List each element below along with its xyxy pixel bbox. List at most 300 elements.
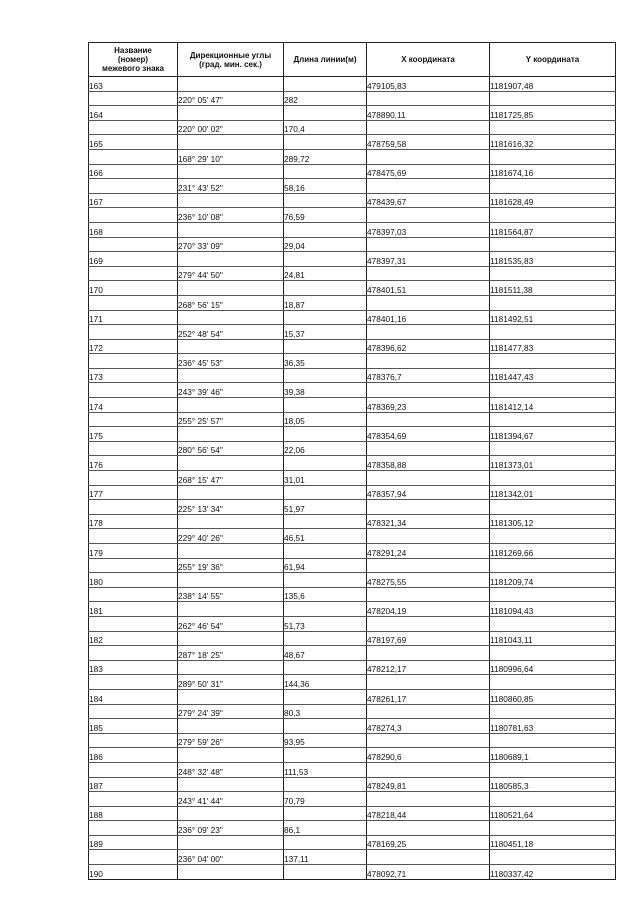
- segment-row: [89, 850, 616, 865]
- point-number: 163: [89, 77, 178, 92]
- line-length: 111,53: [284, 762, 367, 777]
- point-number: 172: [89, 339, 178, 354]
- empty-cell: [284, 835, 367, 850]
- empty-cell: [490, 821, 616, 836]
- segment-row: [89, 412, 616, 427]
- empty-cell: [89, 704, 178, 719]
- segment-row: [89, 179, 616, 194]
- y-coordinate: 1181447,43: [490, 368, 616, 383]
- x-coordinate: 478197,69: [367, 631, 490, 646]
- point-row: [89, 514, 616, 529]
- empty-cell: [178, 631, 284, 646]
- x-coordinate: 478261,17: [367, 689, 490, 704]
- x-coordinate: 478204,19: [367, 602, 490, 617]
- table-body: [89, 77, 616, 880]
- empty-cell: [178, 222, 284, 237]
- y-coordinate: 1181209,74: [490, 573, 616, 588]
- empty-cell: [178, 602, 284, 617]
- y-coordinate: 1181043,11: [490, 631, 616, 646]
- point-number: 168: [89, 222, 178, 237]
- line-length: 18,05: [284, 412, 367, 427]
- direction-angle: 287° 18' 25": [178, 646, 284, 661]
- point-row: [89, 544, 616, 559]
- empty-cell: [284, 135, 367, 150]
- y-coordinate: 1181412,14: [490, 398, 616, 413]
- header-x-coordinate: X координата: [367, 43, 490, 77]
- line-length: 22,06: [284, 441, 367, 456]
- empty-cell: [490, 441, 616, 456]
- empty-cell: [490, 646, 616, 661]
- y-coordinate: 1181725,85: [490, 106, 616, 121]
- empty-cell: [490, 237, 616, 252]
- y-coordinate: 1181477,83: [490, 339, 616, 354]
- empty-cell: [490, 91, 616, 106]
- boundary-coordinates-table: [88, 42, 616, 880]
- line-length: 144,36: [284, 675, 367, 690]
- empty-cell: [178, 719, 284, 734]
- empty-cell: [178, 398, 284, 413]
- point-row: [89, 865, 616, 880]
- point-row: [89, 222, 616, 237]
- y-coordinate: 1181628,49: [490, 193, 616, 208]
- direction-angle: 220° 00' 02": [178, 120, 284, 135]
- segment-row: [89, 295, 616, 310]
- point-number: 187: [89, 777, 178, 792]
- empty-cell: [490, 266, 616, 281]
- line-length: 36,35: [284, 354, 367, 369]
- empty-cell: [178, 368, 284, 383]
- empty-cell: [89, 850, 178, 865]
- y-coordinate: 1181305,12: [490, 514, 616, 529]
- empty-cell: [178, 164, 284, 179]
- empty-cell: [490, 733, 616, 748]
- empty-cell: [367, 354, 490, 369]
- line-length: 46,51: [284, 529, 367, 544]
- x-coordinate: 478321,34: [367, 514, 490, 529]
- x-coordinate: 478396,62: [367, 339, 490, 354]
- segment-row: [89, 91, 616, 106]
- empty-cell: [178, 835, 284, 850]
- segment-row: [89, 587, 616, 602]
- empty-cell: [89, 675, 178, 690]
- segment-row: [89, 646, 616, 661]
- empty-cell: [367, 120, 490, 135]
- empty-cell: [284, 514, 367, 529]
- x-coordinate: 478401,16: [367, 310, 490, 325]
- empty-cell: [284, 865, 367, 880]
- empty-cell: [284, 398, 367, 413]
- line-length: 93,95: [284, 733, 367, 748]
- empty-cell: [367, 471, 490, 486]
- x-coordinate: 478475,69: [367, 164, 490, 179]
- empty-cell: [284, 806, 367, 821]
- x-coordinate: 478218,44: [367, 806, 490, 821]
- empty-cell: [89, 616, 178, 631]
- direction-angle: 280° 56' 54": [178, 441, 284, 456]
- x-coordinate: 478169,25: [367, 835, 490, 850]
- x-coordinate: 478759,58: [367, 135, 490, 150]
- empty-cell: [490, 149, 616, 164]
- direction-angle: 236° 45' 53": [178, 354, 284, 369]
- point-number: 180: [89, 573, 178, 588]
- point-row: [89, 456, 616, 471]
- direction-angle: 262° 46' 54": [178, 616, 284, 631]
- x-coordinate: 478358,88: [367, 456, 490, 471]
- empty-cell: [367, 821, 490, 836]
- empty-cell: [178, 865, 284, 880]
- point-row: [89, 368, 616, 383]
- header-y-coordinate: Y координата: [490, 43, 616, 77]
- empty-cell: [490, 792, 616, 807]
- empty-cell: [367, 850, 490, 865]
- direction-angle: 268° 56' 15": [178, 295, 284, 310]
- empty-cell: [367, 646, 490, 661]
- point-row: [89, 719, 616, 734]
- y-coordinate: 1180585,3: [490, 777, 616, 792]
- point-number: 175: [89, 427, 178, 442]
- direction-angle: 229° 40' 26": [178, 529, 284, 544]
- empty-cell: [284, 777, 367, 792]
- direction-angle: 289° 50' 31": [178, 675, 284, 690]
- empty-cell: [89, 471, 178, 486]
- point-number: 177: [89, 485, 178, 500]
- line-length: 86,1: [284, 821, 367, 836]
- empty-cell: [284, 222, 367, 237]
- point-row: [89, 806, 616, 821]
- empty-cell: [284, 660, 367, 675]
- y-coordinate: 1181394,67: [490, 427, 616, 442]
- point-row: [89, 252, 616, 267]
- x-coordinate: 478212,17: [367, 660, 490, 675]
- empty-cell: [490, 120, 616, 135]
- direction-angle: 252° 48' 54": [178, 325, 284, 340]
- y-coordinate: 1180860,85: [490, 689, 616, 704]
- line-length: 51,97: [284, 500, 367, 515]
- x-coordinate: 478397,31: [367, 252, 490, 267]
- empty-cell: [367, 587, 490, 602]
- point-row: [89, 339, 616, 354]
- point-number: 165: [89, 135, 178, 150]
- point-number: 166: [89, 164, 178, 179]
- empty-cell: [490, 616, 616, 631]
- point-number: 174: [89, 398, 178, 413]
- empty-cell: [490, 471, 616, 486]
- empty-cell: [89, 295, 178, 310]
- point-number: 185: [89, 719, 178, 734]
- empty-cell: [284, 368, 367, 383]
- y-coordinate: 1181616,32: [490, 135, 616, 150]
- empty-cell: [367, 325, 490, 340]
- empty-cell: [490, 675, 616, 690]
- segment-row: [89, 383, 616, 398]
- x-coordinate: 478290,6: [367, 748, 490, 763]
- empty-cell: [178, 106, 284, 121]
- line-length: 137,11: [284, 850, 367, 865]
- empty-cell: [89, 500, 178, 515]
- direction-angle: 236° 09' 23": [178, 821, 284, 836]
- point-row: [89, 106, 616, 121]
- empty-cell: [367, 237, 490, 252]
- empty-cell: [89, 441, 178, 456]
- y-coordinate: 1181535,83: [490, 252, 616, 267]
- empty-cell: [490, 179, 616, 194]
- empty-cell: [89, 587, 178, 602]
- empty-cell: [284, 339, 367, 354]
- line-length: 289,72: [284, 149, 367, 164]
- empty-cell: [89, 792, 178, 807]
- empty-cell: [490, 587, 616, 602]
- line-length: 282: [284, 91, 367, 106]
- point-row: [89, 689, 616, 704]
- y-coordinate: 1181342,01: [490, 485, 616, 500]
- empty-cell: [178, 573, 284, 588]
- empty-cell: [178, 77, 284, 92]
- direction-angle: 248° 32' 48": [178, 762, 284, 777]
- segment-row: [89, 762, 616, 777]
- line-length: 58,16: [284, 179, 367, 194]
- empty-cell: [367, 558, 490, 573]
- empty-cell: [89, 733, 178, 748]
- x-coordinate: 478275,55: [367, 573, 490, 588]
- x-coordinate: 478357,94: [367, 485, 490, 500]
- header-direction-angle: Дирекционные углы (град. мин. сек.): [178, 43, 284, 77]
- line-length: 15,37: [284, 325, 367, 340]
- point-number: 170: [89, 281, 178, 296]
- x-coordinate: 478376,7: [367, 368, 490, 383]
- empty-cell: [367, 616, 490, 631]
- empty-cell: [89, 120, 178, 135]
- point-number: 184: [89, 689, 178, 704]
- point-row: [89, 485, 616, 500]
- line-length: 31,01: [284, 471, 367, 486]
- y-coordinate: 1181373,01: [490, 456, 616, 471]
- empty-cell: [284, 631, 367, 646]
- empty-cell: [284, 164, 367, 179]
- empty-cell: [367, 762, 490, 777]
- point-row: [89, 427, 616, 442]
- y-coordinate: 1180337,42: [490, 865, 616, 880]
- x-coordinate: 478354,69: [367, 427, 490, 442]
- direction-angle: 279° 44' 50": [178, 266, 284, 281]
- line-length: 48,67: [284, 646, 367, 661]
- line-length: 29,04: [284, 237, 367, 252]
- point-number: 189: [89, 835, 178, 850]
- empty-cell: [367, 179, 490, 194]
- point-row: [89, 310, 616, 325]
- empty-cell: [89, 354, 178, 369]
- empty-cell: [178, 252, 284, 267]
- empty-cell: [367, 149, 490, 164]
- y-coordinate: 1180781,63: [490, 719, 616, 734]
- line-length: 24,81: [284, 266, 367, 281]
- direction-angle: 255° 19' 36": [178, 558, 284, 573]
- empty-cell: [490, 704, 616, 719]
- y-coordinate: 1181564,87: [490, 222, 616, 237]
- empty-cell: [178, 806, 284, 821]
- empty-cell: [89, 208, 178, 223]
- point-number: 176: [89, 456, 178, 471]
- empty-cell: [178, 135, 284, 150]
- x-coordinate: 478369,23: [367, 398, 490, 413]
- point-row: [89, 631, 616, 646]
- empty-cell: [367, 792, 490, 807]
- segment-row: [89, 325, 616, 340]
- empty-cell: [178, 281, 284, 296]
- x-coordinate: 478092,71: [367, 865, 490, 880]
- empty-cell: [178, 660, 284, 675]
- segment-row: [89, 441, 616, 456]
- y-coordinate: 1181094,43: [490, 602, 616, 617]
- segment-row: [89, 149, 616, 164]
- empty-cell: [89, 266, 178, 281]
- point-number: 183: [89, 660, 178, 675]
- segment-row: [89, 500, 616, 515]
- direction-angle: 236° 10' 08": [178, 208, 284, 223]
- x-coordinate: 478249,81: [367, 777, 490, 792]
- y-coordinate: 1180451,18: [490, 835, 616, 850]
- empty-cell: [89, 558, 178, 573]
- empty-cell: [490, 558, 616, 573]
- segment-row: [89, 237, 616, 252]
- x-coordinate: 478890,11: [367, 106, 490, 121]
- segment-row: [89, 529, 616, 544]
- segment-row: [89, 821, 616, 836]
- empty-cell: [284, 719, 367, 734]
- empty-cell: [367, 529, 490, 544]
- line-length: 135,6: [284, 587, 367, 602]
- direction-angle: 236° 04' 00": [178, 850, 284, 865]
- empty-cell: [178, 777, 284, 792]
- direction-angle: 225° 13' 34": [178, 500, 284, 515]
- point-row: [89, 660, 616, 675]
- empty-cell: [178, 427, 284, 442]
- y-coordinate: 1181269,66: [490, 544, 616, 559]
- direction-angle: 279° 59' 26": [178, 733, 284, 748]
- empty-cell: [89, 237, 178, 252]
- x-coordinate: 478397,03: [367, 222, 490, 237]
- segment-row: [89, 733, 616, 748]
- empty-cell: [284, 193, 367, 208]
- segment-row: [89, 266, 616, 281]
- empty-cell: [178, 514, 284, 529]
- point-number: 182: [89, 631, 178, 646]
- x-coordinate: 478439,67: [367, 193, 490, 208]
- empty-cell: [89, 179, 178, 194]
- line-length: 170,4: [284, 120, 367, 135]
- empty-cell: [284, 485, 367, 500]
- point-number: 164: [89, 106, 178, 121]
- empty-cell: [284, 544, 367, 559]
- empty-cell: [178, 748, 284, 763]
- direction-angle: 231° 43' 52": [178, 179, 284, 194]
- empty-cell: [89, 149, 178, 164]
- empty-cell: [367, 412, 490, 427]
- empty-cell: [178, 689, 284, 704]
- segment-row: [89, 675, 616, 690]
- y-coordinate: 1181907,48: [490, 77, 616, 92]
- empty-cell: [490, 325, 616, 340]
- point-number: 179: [89, 544, 178, 559]
- empty-cell: [89, 529, 178, 544]
- y-coordinate: 1180996,64: [490, 660, 616, 675]
- point-row: [89, 135, 616, 150]
- y-coordinate: 1181492,51: [490, 310, 616, 325]
- empty-cell: [490, 500, 616, 515]
- line-length: 80,3: [284, 704, 367, 719]
- point-number: 178: [89, 514, 178, 529]
- segment-row: [89, 792, 616, 807]
- empty-cell: [367, 704, 490, 719]
- direction-angle: 270° 33' 09": [178, 237, 284, 252]
- empty-cell: [490, 762, 616, 777]
- empty-cell: [284, 310, 367, 325]
- empty-cell: [367, 91, 490, 106]
- x-coordinate: 478274,3: [367, 719, 490, 734]
- point-number: 173: [89, 368, 178, 383]
- empty-cell: [89, 91, 178, 106]
- empty-cell: [490, 354, 616, 369]
- empty-cell: [89, 412, 178, 427]
- empty-cell: [284, 573, 367, 588]
- empty-cell: [178, 456, 284, 471]
- empty-cell: [284, 602, 367, 617]
- x-coordinate: 479105,83: [367, 77, 490, 92]
- empty-cell: [367, 295, 490, 310]
- point-row: [89, 281, 616, 296]
- direction-angle: 255° 25' 57": [178, 412, 284, 427]
- point-number: 181: [89, 602, 178, 617]
- empty-cell: [89, 325, 178, 340]
- point-number: 186: [89, 748, 178, 763]
- point-row: [89, 164, 616, 179]
- point-row: [89, 77, 616, 92]
- empty-cell: [490, 295, 616, 310]
- point-row: [89, 835, 616, 850]
- x-coordinate: 478401,51: [367, 281, 490, 296]
- segment-row: [89, 354, 616, 369]
- empty-cell: [178, 193, 284, 208]
- y-coordinate: 1180521,64: [490, 806, 616, 821]
- header-row: [89, 43, 616, 77]
- y-coordinate: 1180689,1: [490, 748, 616, 763]
- empty-cell: [89, 646, 178, 661]
- line-length: 39,38: [284, 383, 367, 398]
- header-point-name: Название (номер) межевого знака: [89, 43, 178, 77]
- line-length: 70,79: [284, 792, 367, 807]
- empty-cell: [367, 500, 490, 515]
- direction-angle: 279° 24' 39": [178, 704, 284, 719]
- empty-cell: [367, 383, 490, 398]
- point-number: 190: [89, 865, 178, 880]
- segment-row: [89, 471, 616, 486]
- y-coordinate: 1181511,38: [490, 281, 616, 296]
- point-row: [89, 777, 616, 792]
- empty-cell: [367, 675, 490, 690]
- point-row: [89, 602, 616, 617]
- line-length: 18,87: [284, 295, 367, 310]
- point-row: [89, 748, 616, 763]
- empty-cell: [89, 821, 178, 836]
- point-number: 167: [89, 193, 178, 208]
- point-number: 188: [89, 806, 178, 821]
- empty-cell: [284, 252, 367, 267]
- direction-angle: 243° 39' 46": [178, 383, 284, 398]
- point-number: 171: [89, 310, 178, 325]
- empty-cell: [367, 441, 490, 456]
- empty-cell: [284, 456, 367, 471]
- empty-cell: [178, 310, 284, 325]
- empty-cell: [89, 762, 178, 777]
